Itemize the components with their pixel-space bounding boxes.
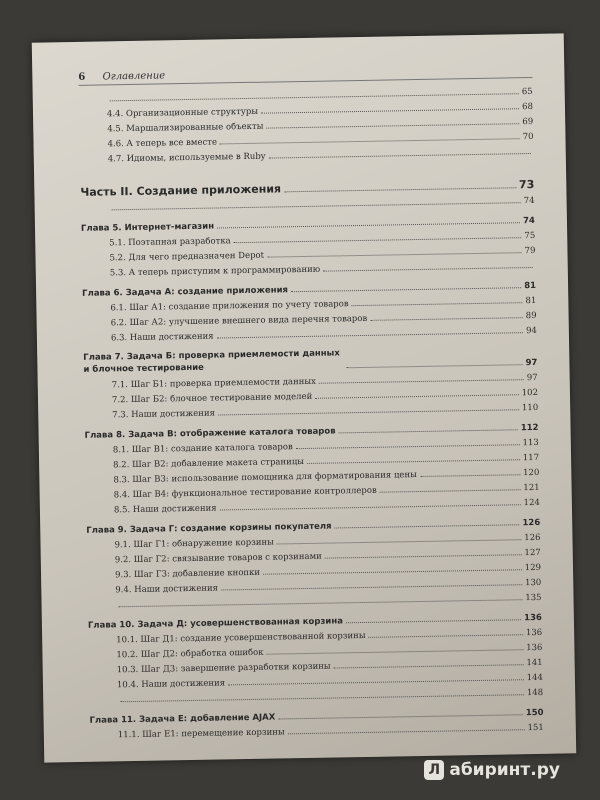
toc-entry-label: 9.1. Шаг Г1: обнаружение корзины <box>114 537 274 551</box>
toc-entry-label: 10.4. Наши достижения <box>116 678 226 691</box>
toc-entry-page-number: 81 <box>524 280 537 292</box>
toc-entry-label: 10.1. Шаг Д1: создание усовершенствованной корзины <box>116 630 366 646</box>
book-page <box>32 33 576 762</box>
toc-leader-dots <box>420 474 520 477</box>
toc-leader-dots <box>269 153 531 159</box>
toc-leader-dots <box>323 267 533 272</box>
toc-entry-label: 5.1. Поэтапная разработка <box>109 236 231 249</box>
toc-entry-page-number: 136 <box>525 627 543 639</box>
toc-leader-dots <box>220 504 521 510</box>
toc-entry-label: 10.2. Шаг Д2: обработка ошибок <box>116 647 264 661</box>
toc-entry-label: 8.5. Наши достижения <box>113 503 217 516</box>
toc-entry-page-number: 136 <box>524 612 542 624</box>
toc-entry-page-number: 69 <box>522 116 534 128</box>
toc-entry-page-number: 113 <box>522 437 539 449</box>
toc-entry-label: Глава 11. Задача Е: добавление AJAX <box>89 712 276 726</box>
toc-entry-label: 9.4. Наши достижения <box>115 583 219 596</box>
toc-entry-page-number: 89 <box>525 310 537 322</box>
toc-entry-page-number: 148 <box>526 687 544 699</box>
toc-entry-page-number: 94 <box>525 325 537 337</box>
toc-entry-page-number: 121 <box>523 482 540 494</box>
toc-entry-page-number: 70 <box>522 131 534 143</box>
toc-entry-page-number: 74 <box>523 195 535 207</box>
toc-entry-label: Глава 9. Задача Г: создание корзины покупателя <box>86 521 332 536</box>
toc-entry-page-number: 135 <box>525 592 542 604</box>
toc-entry-label: 6.3. Наши достижения <box>110 331 214 344</box>
toc-entry-label: 8.4. Шаг В4: функциональное тестирование контроллеров <box>113 485 377 501</box>
toc-entry-label: 7.2. Шаг Б2: блочное тестирование моделей <box>111 391 313 406</box>
toc-entry-label: 10.3. Шаг Д3: завершение разработки корзины <box>116 661 331 676</box>
toc-entry-page-number: 112 <box>520 422 539 434</box>
watermark-text: абиринт.ру <box>449 760 560 780</box>
toc-entry-label: 5.2. Для чего предназначен Depot <box>109 250 265 264</box>
table-of-contents <box>79 82 544 741</box>
toc-entry-page-number: 136 <box>526 642 543 654</box>
toc-leader-dots <box>120 694 524 702</box>
toc-leader-dots <box>217 332 523 338</box>
header-page-number: 6 <box>78 71 86 83</box>
watermark <box>424 760 560 780</box>
toc-entry-label: 4.5. Маршализированные объекты <box>107 121 264 135</box>
toc-entry-label: 5.3. А теперь приступим к программированию <box>109 264 321 279</box>
toc-entry-page-number: 79 <box>524 245 536 257</box>
toc-entry-label: 11.1. Шаг Е1: перемещение корзины <box>117 727 285 741</box>
toc-entry-page-number: 130 <box>524 577 542 589</box>
toc-entry-label: 4.7. Идиомы, используемые в Ruby <box>107 151 266 165</box>
toc-entry-page-number: 110 <box>521 402 539 414</box>
toc-entry-page-number: 150 <box>525 707 544 719</box>
toc-entry-page-number: 68 <box>522 101 534 113</box>
toc-entry-page-number: 126 <box>524 532 541 544</box>
toc-leader-dots <box>112 202 521 210</box>
toc-entry-label: Глава 6. Задача А: создание приложения <box>82 285 289 299</box>
toc-entry-page-number: 144 <box>526 672 544 684</box>
toc-entry-label: 9.3. Шаг Г3: добавление кнопки <box>114 567 261 581</box>
toc-leader-dots <box>370 317 523 321</box>
toc-entry-page-number: 151 <box>527 722 544 734</box>
toc-entry-label: 6.2. Шаг А2: улучшение внешнего вида перечня товаров <box>110 313 368 329</box>
header-title: Оглавление <box>102 70 166 83</box>
toc-leader-dots <box>218 409 519 415</box>
toc-entry-page-number: 97 <box>526 372 538 384</box>
toc-entry-label: 7.1. Шаг Б1: проверка приемлемости данных <box>111 376 317 391</box>
toc-entry-label: 9.2. Шаг Г2: связывание товаров с корзинами <box>114 551 322 566</box>
toc-entry-label: 8.1. Шаг В1: создание каталога товаров <box>112 442 293 456</box>
toc-entry-label: 8.2. Шаг В2: добавление макета страницы <box>113 457 305 471</box>
toc-entry-page-number: 102 <box>521 387 539 399</box>
toc-leader-dots <box>288 729 525 734</box>
toc-leader-dots <box>369 634 523 638</box>
toc-entry-page-number: 75 <box>524 230 536 242</box>
toc-entry-label: 4.4. Организационные структуры <box>106 106 259 120</box>
toc-leader-dots <box>352 302 523 306</box>
toc-entry-page-number: 126 <box>522 517 541 529</box>
toc-entry-label: Глава 8. Задача В: отображение каталога товаров <box>84 426 336 441</box>
toc-entry-page-number: 120 <box>523 467 540 479</box>
toc-entry-page-number: 141 <box>526 657 543 669</box>
toc-entry-page-number: 65 <box>521 86 533 98</box>
toc-leader-dots <box>119 599 523 607</box>
toc-entry-page-number: 124 <box>523 497 540 509</box>
toc-entry-page-number: 129 <box>524 562 542 574</box>
watermark-logo-icon: Л <box>424 760 444 780</box>
toc-entry-page-number: 97 <box>525 357 538 369</box>
toc-entry-label: 7.3. Наши достижения <box>112 408 216 421</box>
toc-entry-page-number: 127 <box>524 547 541 559</box>
toc-entry-page-number: 117 <box>522 452 540 464</box>
toc-entry-label: Глава 5. Интернет-магазин <box>80 221 215 234</box>
toc-entry-label: 4.6. А теперь все вместе <box>107 137 218 150</box>
toc-entry-page-number: 74 <box>523 215 536 227</box>
toc-entry-label: Глава 7. Задача Б: проверка приемлемости данных и блочное тестирование <box>83 348 340 375</box>
toc-entry-label: Часть II. Создание приложения <box>80 182 282 199</box>
toc-entry-page-number: 73 <box>518 177 535 192</box>
toc-entry-label: 6.1. Шаг А1: создание приложения по учету товаров <box>110 299 349 314</box>
toc-entry-label: Глава 10. Задача Д: усовершенствованная корзина <box>87 616 344 631</box>
toc-entry-label: 8.3. Шаг В3: использование помощника для форматирования цены <box>113 470 417 486</box>
toc-entry-page-number: 81 <box>525 295 537 307</box>
toc-leader-dots <box>380 489 521 492</box>
